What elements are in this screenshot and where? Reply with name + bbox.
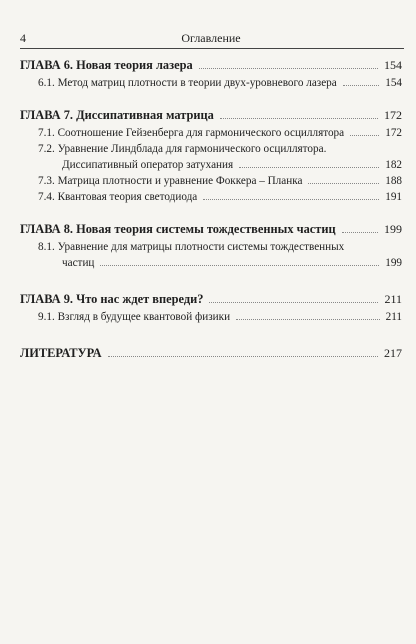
dot-leader	[199, 68, 378, 69]
page-header	[20, 31, 402, 45]
toc-literature	[20, 346, 402, 361]
dot-leader	[100, 265, 379, 266]
toc-entry-title: 9.1. Взгляд в будущее квантовой физики	[38, 311, 231, 323]
toc-page-number: 211	[384, 292, 402, 306]
toc-entry-title: 7.4. Квантовая теория светодиода	[38, 191, 198, 203]
toc-entry-title: ЛИТЕРАТУРА	[20, 346, 102, 360]
toc-page-number: 191	[385, 191, 402, 203]
dot-leader	[220, 118, 378, 119]
toc-entry-title: ГЛАВА 7. Диссипативная матрица	[20, 108, 214, 122]
toc-page-number: 154	[385, 77, 402, 89]
dot-leader	[108, 356, 378, 357]
dot-leader	[350, 135, 379, 136]
toc-page-number: 154	[384, 58, 402, 72]
toc-page-number: 172	[385, 127, 402, 139]
dot-leader	[342, 232, 378, 233]
toc-entry-continuation: частиц	[62, 257, 95, 269]
dot-leader	[236, 319, 380, 320]
toc-entry-title: 6.1. Метод матриц плотности в теории двух-уровневого лазера	[38, 77, 337, 89]
toc-section-7-4	[38, 191, 402, 203]
toc-entry-title: ГЛАВА 6. Новая теория лазера	[20, 58, 193, 72]
header-rule	[20, 48, 404, 49]
toc-entry-title: ГЛАВА 8. Новая теория системы тождественных частиц	[20, 222, 336, 236]
toc-section-7-2	[38, 143, 402, 155]
toc-section-7-2-cont	[62, 159, 402, 171]
page-number: 4	[20, 31, 26, 45]
toc-section-8-1-cont	[62, 257, 402, 269]
toc-chapter-7	[20, 108, 402, 123]
toc-page-number: 199	[385, 257, 402, 269]
toc-section-9-1	[38, 311, 402, 323]
toc-entry-title: 7.1. Соотношение Гейзенберга для гармонического осциллятора	[38, 127, 345, 139]
toc-entry-title: 7.2. Уравнение Линдблада для гармонического осциллятора.	[38, 143, 327, 155]
toc-chapter-9	[20, 292, 402, 307]
toc-page-number: 188	[385, 175, 402, 187]
toc-entry-title: 7.3. Матрица плотности и уравнение Фоккера – Планка	[38, 175, 303, 187]
dot-leader	[308, 183, 379, 184]
toc-section-7-3	[38, 175, 402, 187]
toc-page-number: 172	[384, 108, 402, 122]
dot-leader	[209, 302, 378, 303]
toc-section-7-1	[38, 127, 402, 139]
toc-section-8-1	[38, 241, 402, 253]
toc-entry-title: 8.1. Уравнение для матрицы плотности системы тождественных	[38, 241, 345, 253]
toc-page-number: 199	[384, 222, 402, 236]
toc-page-number: 217	[384, 346, 402, 360]
toc-page-number: 182	[385, 159, 402, 171]
toc-section-6-1	[38, 77, 402, 89]
toc-entry-title: ГЛАВА 9. Что нас ждет впереди?	[20, 292, 204, 306]
toc-page-number: 211	[385, 311, 402, 323]
dot-leader	[239, 167, 379, 168]
toc-entry-continuation: Диссипативный оператор затухания	[62, 159, 234, 171]
dot-leader	[203, 199, 379, 200]
dot-leader	[343, 85, 379, 86]
running-title: Оглавление	[181, 31, 241, 45]
toc-chapter-6	[20, 58, 402, 73]
toc-chapter-8	[20, 222, 402, 237]
